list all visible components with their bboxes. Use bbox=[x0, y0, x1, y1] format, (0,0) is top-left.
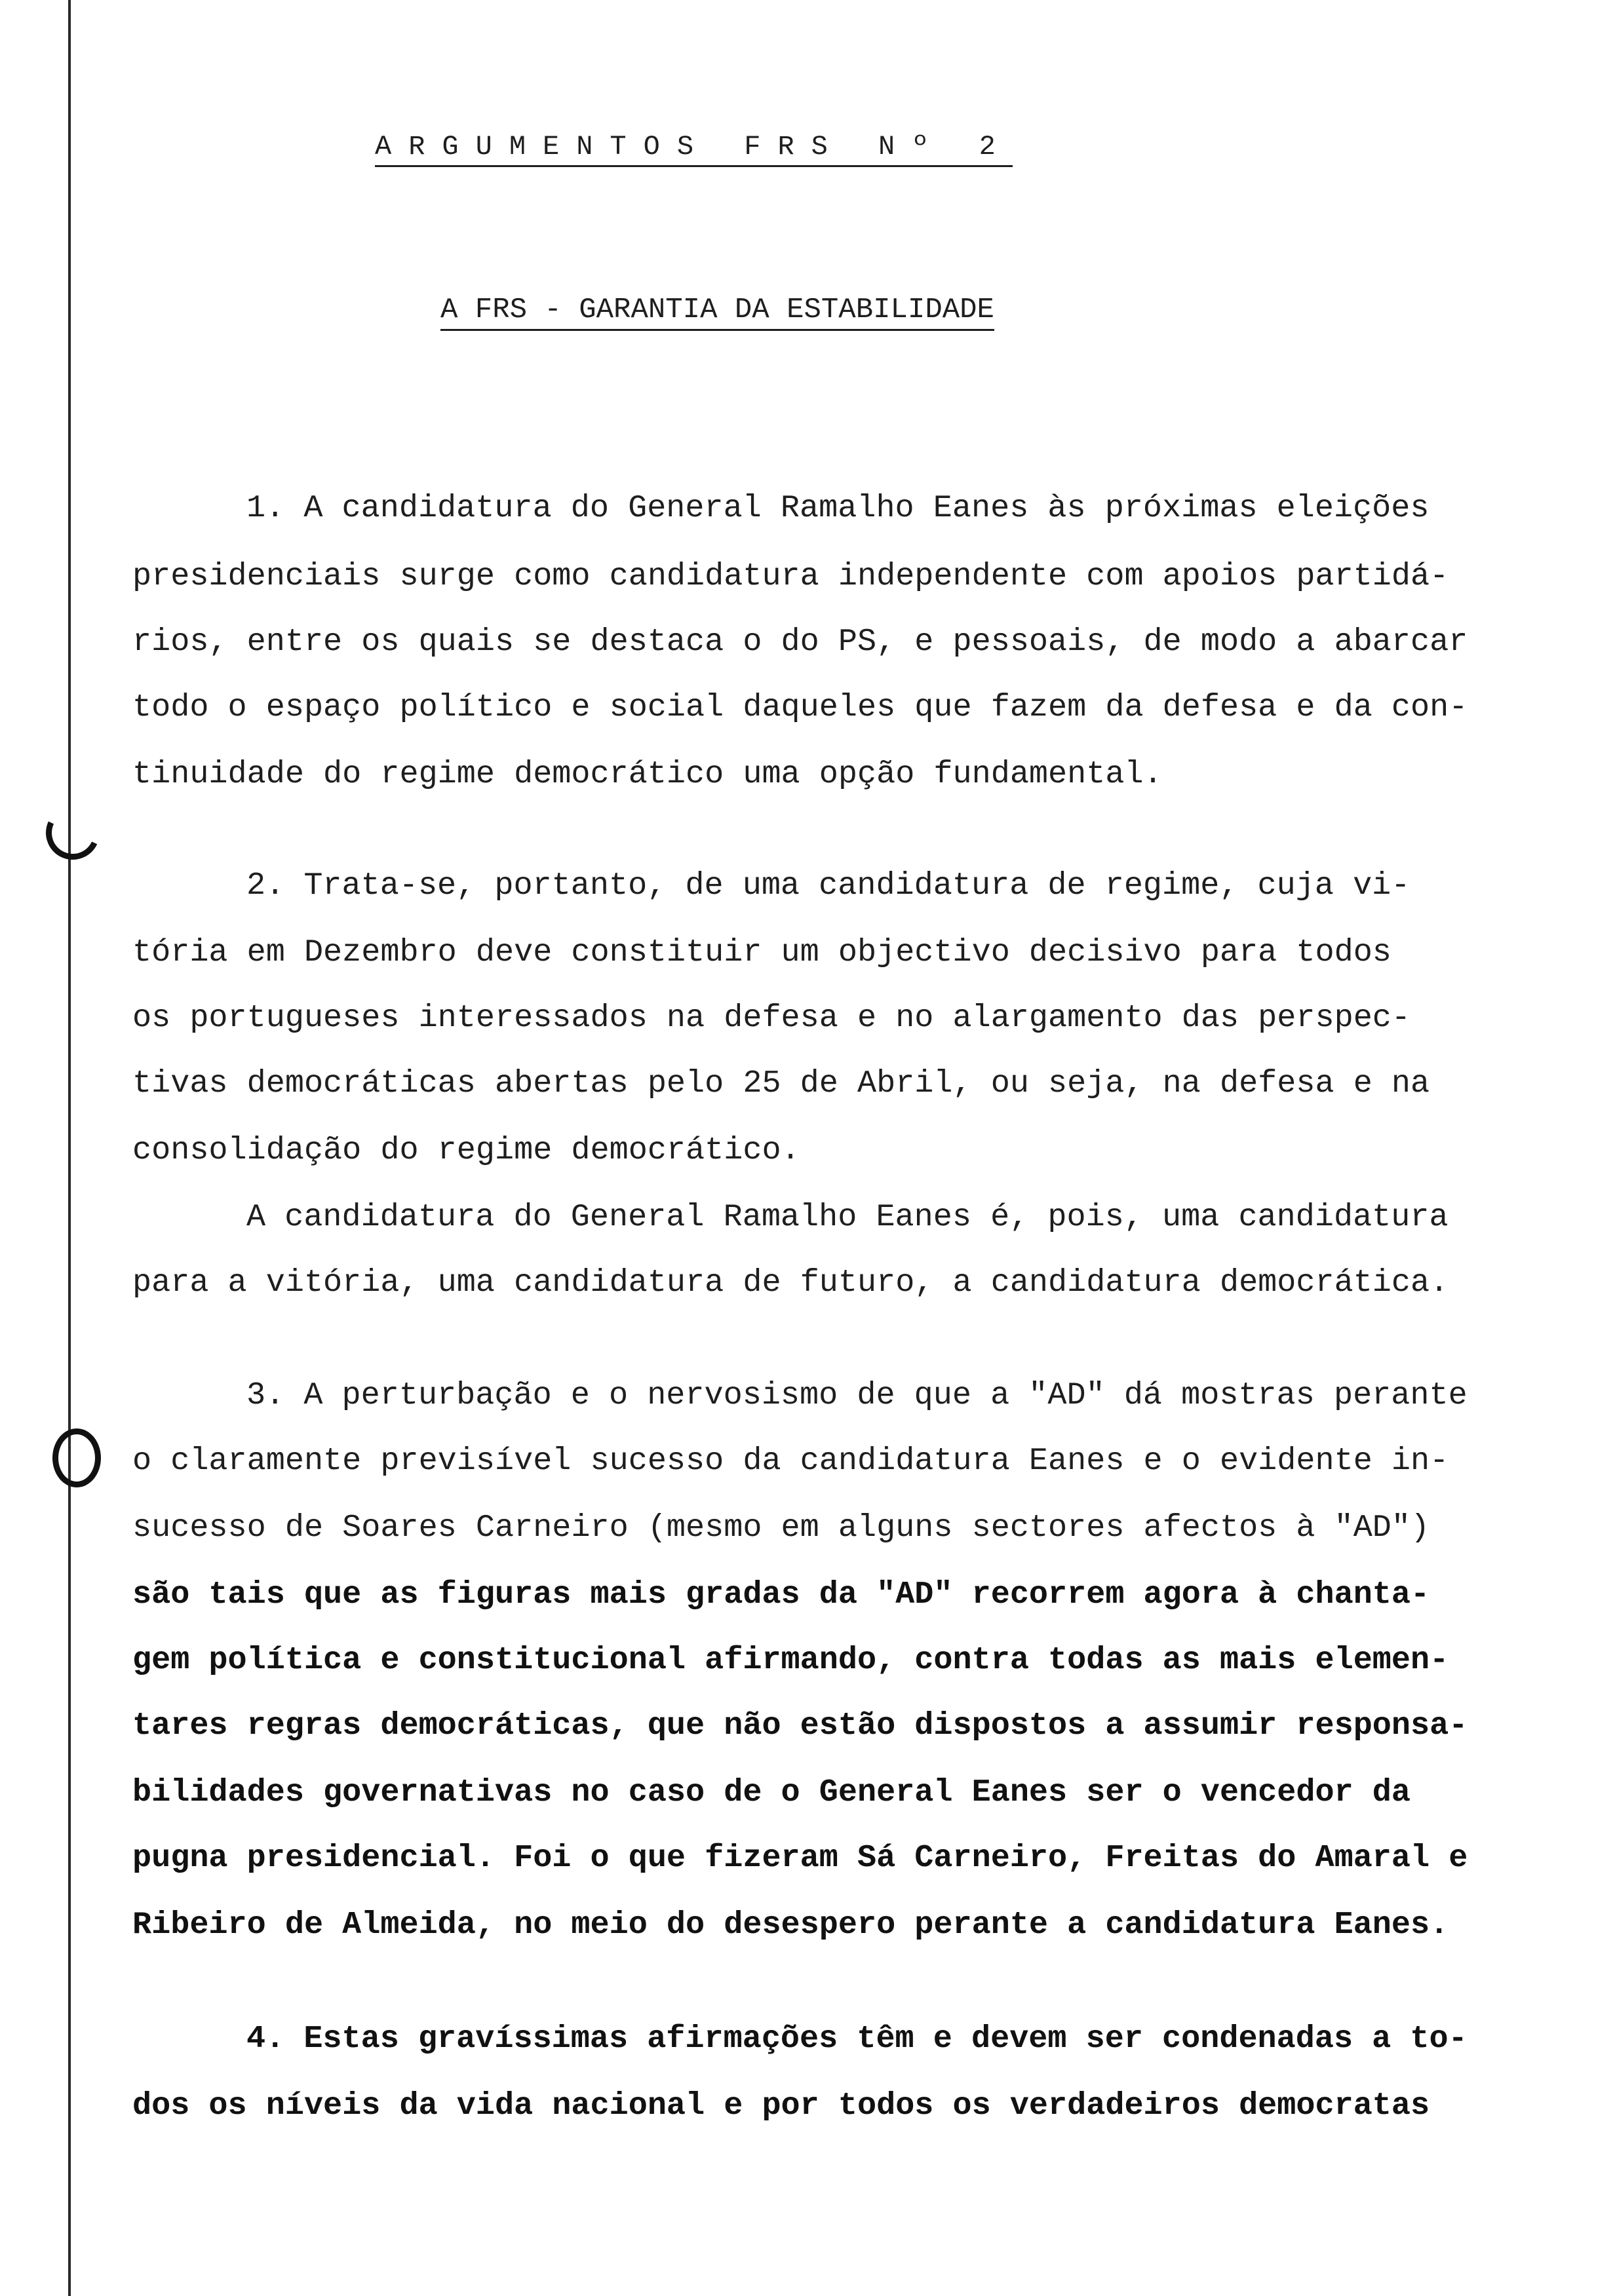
text-line: o claramente previsível sucesso da candidatura Eanes e o evidente in- bbox=[132, 1443, 1449, 1479]
text-line: tares regras democráticas, que não estão dispostos a assumir responsa- bbox=[132, 1708, 1468, 1744]
text-line: são tais que as figuras mais gradas da "AD" recorrem agora à chanta- bbox=[132, 1577, 1430, 1613]
text-line: pugna presidencial. Foi o que fizeram Sá Carneiro, Freitas do Amaral e bbox=[132, 1840, 1468, 1876]
document-header: ARGUMENTOS FRS Nº 2 bbox=[375, 131, 1013, 167]
text-line: sucesso de Soares Carneiro (mesmo em alguns sectores afectos à "AD") bbox=[132, 1510, 1430, 1546]
text-line: 1. A candidatura do General Ramalho Eanes às próximas eleições bbox=[246, 490, 1430, 526]
text-line: Ribeiro de Almeida, no meio do desespero perante a candidatura Eanes. bbox=[132, 1907, 1449, 1943]
text-line: dos os níveis da vida nacional e por todos os verdadeiros democratas bbox=[132, 2088, 1430, 2124]
text-line: 3. A perturbação e o nervosismo de que a "AD" dá mostras perante bbox=[246, 1377, 1468, 1413]
text-line: tivas democráticas abertas pelo 25 de Abril, ou seja, na defesa e na bbox=[132, 1065, 1430, 1101]
text-line: tinuidade do regime democrático uma opção fundamental. bbox=[132, 756, 1163, 792]
text-line: presidenciais surge como candidatura independente com apoios partidá- bbox=[132, 558, 1449, 594]
text-line: A candidatura do General Ramalho Eanes é, pois, uma candidatura bbox=[246, 1199, 1449, 1235]
text-line: bilidades governativas no caso de o General Eanes ser o vencedor da bbox=[132, 1774, 1411, 1810]
punch-hole-mark-top bbox=[38, 798, 107, 867]
text-line: gem política e constitucional afirmando, contra todas as mais elemen- bbox=[132, 1642, 1449, 1678]
margin-rule bbox=[68, 0, 71, 2296]
text-line: os portugueses interessados na defesa e no alargamento das perspec- bbox=[132, 1000, 1411, 1036]
text-line: para a vitória, uma candidatura de futuro, a candidatura democrática. bbox=[132, 1265, 1449, 1301]
text-line: 4. Estas gravíssimas afirmações têm e devem ser condenadas a to- bbox=[246, 2021, 1468, 2057]
text-line: 2. Trata-se, portanto, de uma candidatura de regime, cuja vi- bbox=[246, 868, 1411, 904]
text-line: consolidação do regime democrático. bbox=[132, 1132, 800, 1168]
document-title: A FRS - GARANTIA DA ESTABILIDADE bbox=[440, 294, 994, 331]
text-line: rios, entre os quais se destaca o do PS, e pessoais, de modo a abarcar bbox=[132, 624, 1468, 660]
punch-hole-mark-bottom bbox=[52, 1428, 101, 1487]
text-line: todo o espaço político e social daqueles que fazem da defesa e da con- bbox=[132, 689, 1468, 725]
text-line: tória em Dezembro deve constituir um objectivo decisivo para todos bbox=[132, 934, 1391, 970]
